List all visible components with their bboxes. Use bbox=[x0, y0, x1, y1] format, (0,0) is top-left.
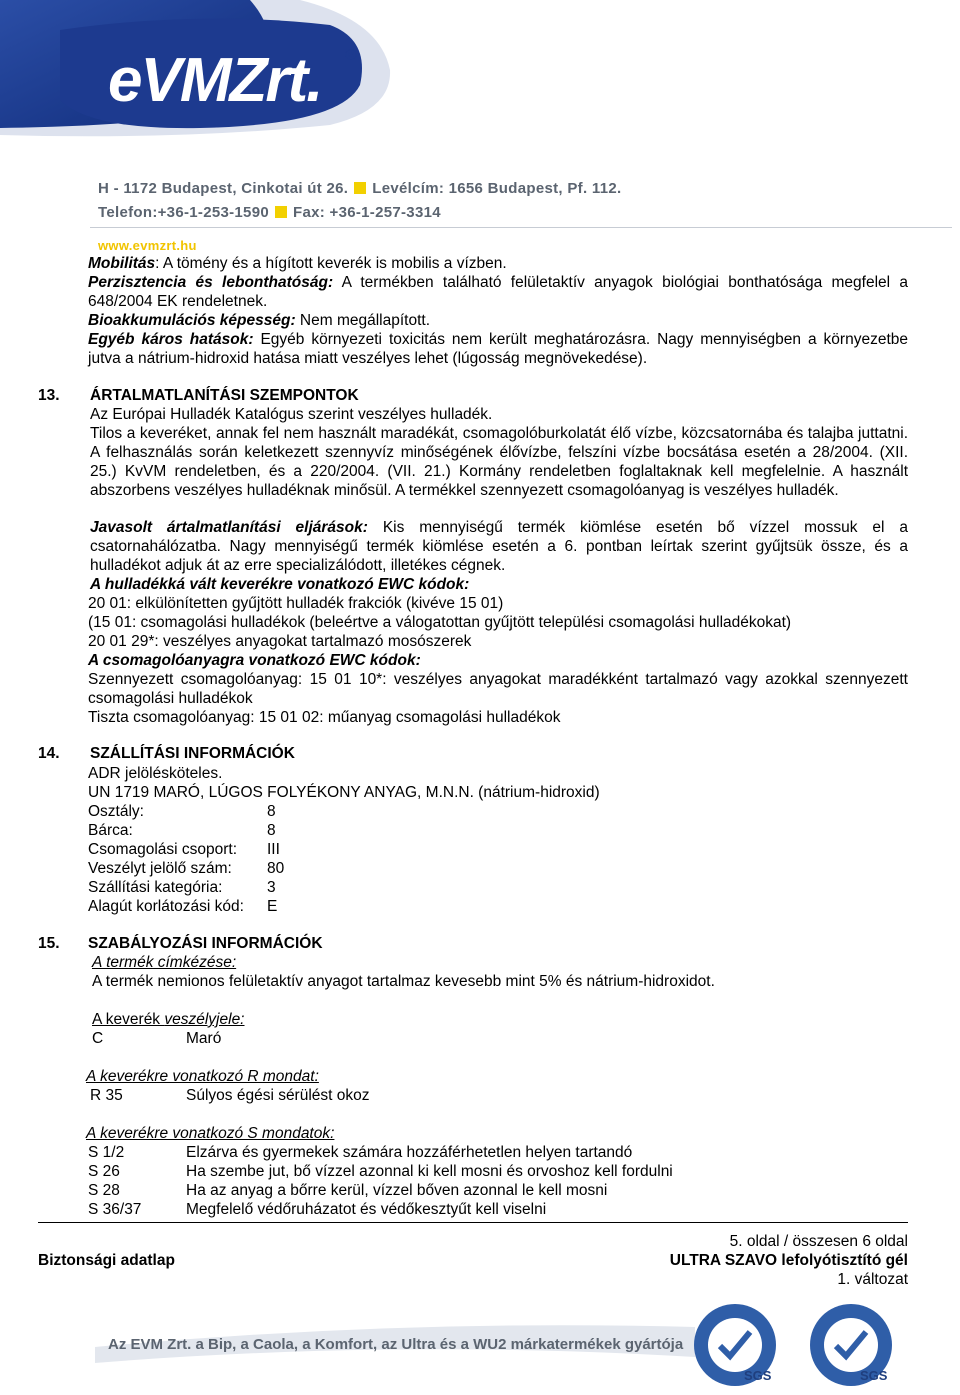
s-phrase-text: Elzárva és gyermekek számára hozzáférhetetlen helyen tartandó bbox=[186, 1144, 633, 1161]
s-phrase-text: Megfelelő védőruházatot és védőkesztyűt kell viselni bbox=[186, 1201, 547, 1218]
sgs-label: SGS bbox=[744, 1368, 772, 1383]
mobilitas-paragraph bbox=[88, 254, 908, 273]
hazard-symbol-name: Maró bbox=[186, 1030, 222, 1047]
perzisztencia-label: Perzisztencia és lebonthatóság: bbox=[88, 274, 334, 291]
transport-key: Alagút korlátozási kód: bbox=[88, 898, 244, 915]
transport-key: Veszélyt jelölő szám: bbox=[88, 860, 232, 877]
yellow-square-icon bbox=[354, 182, 366, 194]
transport-value: 3 bbox=[267, 879, 276, 896]
header-mail-address: Levélcím: 1656 Budapest, Pf. 112. bbox=[372, 180, 622, 197]
section-13-intro: Az Európai Hulladék Katalógus szerint veszélyes hulladék. bbox=[90, 406, 493, 423]
transport-value: 80 bbox=[267, 860, 285, 877]
hazard-symbol-heading-a: A keverék bbox=[92, 1011, 165, 1028]
hazard-symbol-heading bbox=[92, 1010, 245, 1029]
transport-key: Bárca: bbox=[88, 822, 133, 839]
s-phrase-text: Ha az anyag a bőrre kerül, vízzel bőven azonnal le kell mosni bbox=[186, 1182, 608, 1199]
header-website: www.evmzrt.hu bbox=[98, 238, 197, 253]
transport-key: Szállítási kategória: bbox=[88, 879, 223, 896]
bioakkumulacio-label: Bioakkumulációs képesség: bbox=[88, 312, 296, 329]
r-phrase-heading: A keverékre vonatkozó R mondat: bbox=[86, 1068, 319, 1085]
s-phrase-text: Ha szembe jut, bő vízzel azonnal ki kell mosni és orvoshoz kell fordulni bbox=[186, 1163, 673, 1180]
r-phrase-code: R 35 bbox=[90, 1087, 123, 1104]
header-divider bbox=[90, 227, 952, 228]
header-fax: Fax: +36-1-257-3314 bbox=[293, 204, 441, 221]
section-13-number: 13. bbox=[38, 387, 60, 404]
perzisztencia-paragraph bbox=[88, 273, 908, 311]
footer-divider bbox=[38, 1222, 908, 1223]
header-address-line bbox=[98, 179, 621, 198]
bioakkumulacio-paragraph bbox=[88, 311, 908, 330]
s-phrase-code: S 36/37 bbox=[88, 1201, 142, 1218]
transport-value: 8 bbox=[267, 822, 276, 839]
adr-note: ADR jelölésköteles. bbox=[88, 765, 223, 782]
sgs-label: SGS bbox=[860, 1368, 888, 1383]
section-15-number: 15. bbox=[38, 935, 60, 952]
document-type: Biztonsági adatlap bbox=[38, 1252, 175, 1269]
un-number: UN 1719 MARÓ, LÚGOS FOLYÉKONY ANYAG, M.N.N. (nátrium-hidroxid) bbox=[88, 784, 600, 801]
javasolt-label: Javasolt ártalmatlanítási eljárások: bbox=[90, 519, 368, 536]
page-counter: 5. oldal / összesen 6 oldal bbox=[729, 1233, 908, 1250]
transport-value: 8 bbox=[267, 803, 276, 820]
s-phrase-code: S 1/2 bbox=[88, 1144, 125, 1161]
javasolt-paragraph bbox=[90, 518, 908, 575]
yellow-square-icon bbox=[275, 206, 287, 218]
section-14-number: 14. bbox=[38, 745, 60, 762]
footer-banner-text: Az EVM Zrt. a Bip, a Caola, a Komfort, az Ultra és a WU2 márkatermékek gyártója bbox=[108, 1336, 684, 1353]
header-phone-line bbox=[98, 203, 441, 222]
s-phrase-code: S 28 bbox=[88, 1182, 120, 1199]
ewc-waste-label: A hulladékká vált keverékre vonatkozó EWC kódok: bbox=[90, 576, 470, 593]
transport-key: Csomagolási csoport: bbox=[88, 841, 238, 858]
hazard-symbol-code: C bbox=[92, 1030, 104, 1047]
checkmark-icon bbox=[832, 1328, 870, 1362]
labelling-text: A termék nemionos felületaktív anyagot tartalmaz kevesebb mint 5% és nátrium-hidroxidot. bbox=[92, 973, 715, 990]
product-name: ULTRA SZAVO lefolyótisztító gél bbox=[669, 1252, 908, 1269]
egyeb-hatasok-text: Egyéb környezeti toxicitás nem került meghatározásra. Nagy mennyiségben a környezetbe jutva a nátrium-hidroxid hatása miatt veszélyes lehet (lúgosság megnövekedése). bbox=[88, 331, 908, 367]
ewc-line: (15 01: csomagolási hulladékok (beleértve a válogatottan gyűjtött települési csomagolási hulladékokat) bbox=[88, 614, 792, 631]
mobilitas-text: : A tömény és a hígított keverék is mobilis a vízben. bbox=[155, 255, 507, 272]
egyeb-hatasok-label: Egyéb káros hatások: bbox=[88, 331, 254, 348]
section-13-title: ÁRTALMATLANÍTÁSI SZEMPONTOK bbox=[90, 387, 359, 404]
checkmark-icon bbox=[716, 1328, 754, 1362]
r-phrase-text: Súlyos égési sérülést okoz bbox=[186, 1087, 370, 1104]
registered-mark: ® bbox=[345, 47, 357, 64]
header-phone: Telefon:+36-1-253-1590 bbox=[98, 204, 269, 221]
transport-key: Osztály: bbox=[88, 803, 144, 820]
section-15-title: SZABÁLYOZÁSI INFORMÁCIÓK bbox=[88, 935, 323, 952]
bioakkumulacio-text: Nem megállapított. bbox=[295, 312, 431, 329]
ewc-line: 20 01: elkülönítetten gyűjtött hulladék frakciók (kivéve 15 01) bbox=[88, 595, 504, 612]
hazard-symbol-heading-b: veszélyjele: bbox=[164, 1011, 245, 1028]
transport-value: III bbox=[267, 841, 280, 858]
labelling-heading: A termék címkézése: bbox=[92, 954, 237, 971]
s-phrase-heading: A keverékre vonatkozó S mondatok: bbox=[86, 1125, 335, 1142]
egyeb-hatasok-paragraph bbox=[88, 330, 908, 368]
javasolt-text: Kis mennyiségű termék kiömlése esetén bő vízzel mossuk el a csatornahálózatba. Nagy mennyiségű termék kiömlése esetén a 6. pontban leírtak szerint gyűjtsük össze, és a hulladékot adjuk át az erre specializálódott, illetékes cégnek. bbox=[90, 519, 908, 574]
ewc-line: 20 01 29*: veszélyes anyagokat tartalmazó mosószerek bbox=[88, 633, 472, 650]
packaging-clean: Tiszta csomagolóanyag: 15 01 02: műanyag csomagolási hulladékok bbox=[88, 709, 561, 726]
perzisztencia-text: A termékben található felületaktív anyagok biológiai bonthatósága megfelel a 648/2004 EK rendeletnek. bbox=[88, 274, 908, 310]
section-14-title: SZÁLLÍTÁSI INFORMÁCIÓK bbox=[90, 745, 295, 762]
packaging-contaminated: Szennyezett csomagolóanyag: 15 01 10*: veszélyes anyagokat maradékként tartalmazó vagy azokkal szennyezett csomagolási hulladékok bbox=[88, 671, 908, 707]
document-version: 1. változat bbox=[837, 1271, 908, 1288]
section-13-prohibition-paragraph: Tilos a keveréket, annak fel nem használt maradékát, csomagolóburkolatát élő vízbe, közcsatornába és talajba juttatni. A felhasználás során keletkezett szennyvíz minőségének élővízbe, felszíni vízbe bocsátása esetén a 28/2004. (XII. 25.) KvVM rendeletben, és a 220/2004. (VII. 21.) Kormány rendeletben foglaltaknak kell megfelelnie. A használt abszorbens veszélyes hulladéknak minősül. A termékkel szennyezett csomagolóanyag is veszélyes hulladék. bbox=[90, 425, 908, 499]
s-phrase-code: S 26 bbox=[88, 1163, 120, 1180]
ewc-packaging-label: A csomagolóanyagra vonatkozó EWC kódok: bbox=[88, 652, 421, 669]
header-address: H - 1172 Budapest, Cinkotai út 26. bbox=[98, 180, 349, 197]
transport-value: E bbox=[267, 898, 278, 915]
logo-wordmark: eVMZrt. bbox=[108, 46, 322, 115]
mobilitas-label: Mobilitás bbox=[88, 255, 156, 272]
